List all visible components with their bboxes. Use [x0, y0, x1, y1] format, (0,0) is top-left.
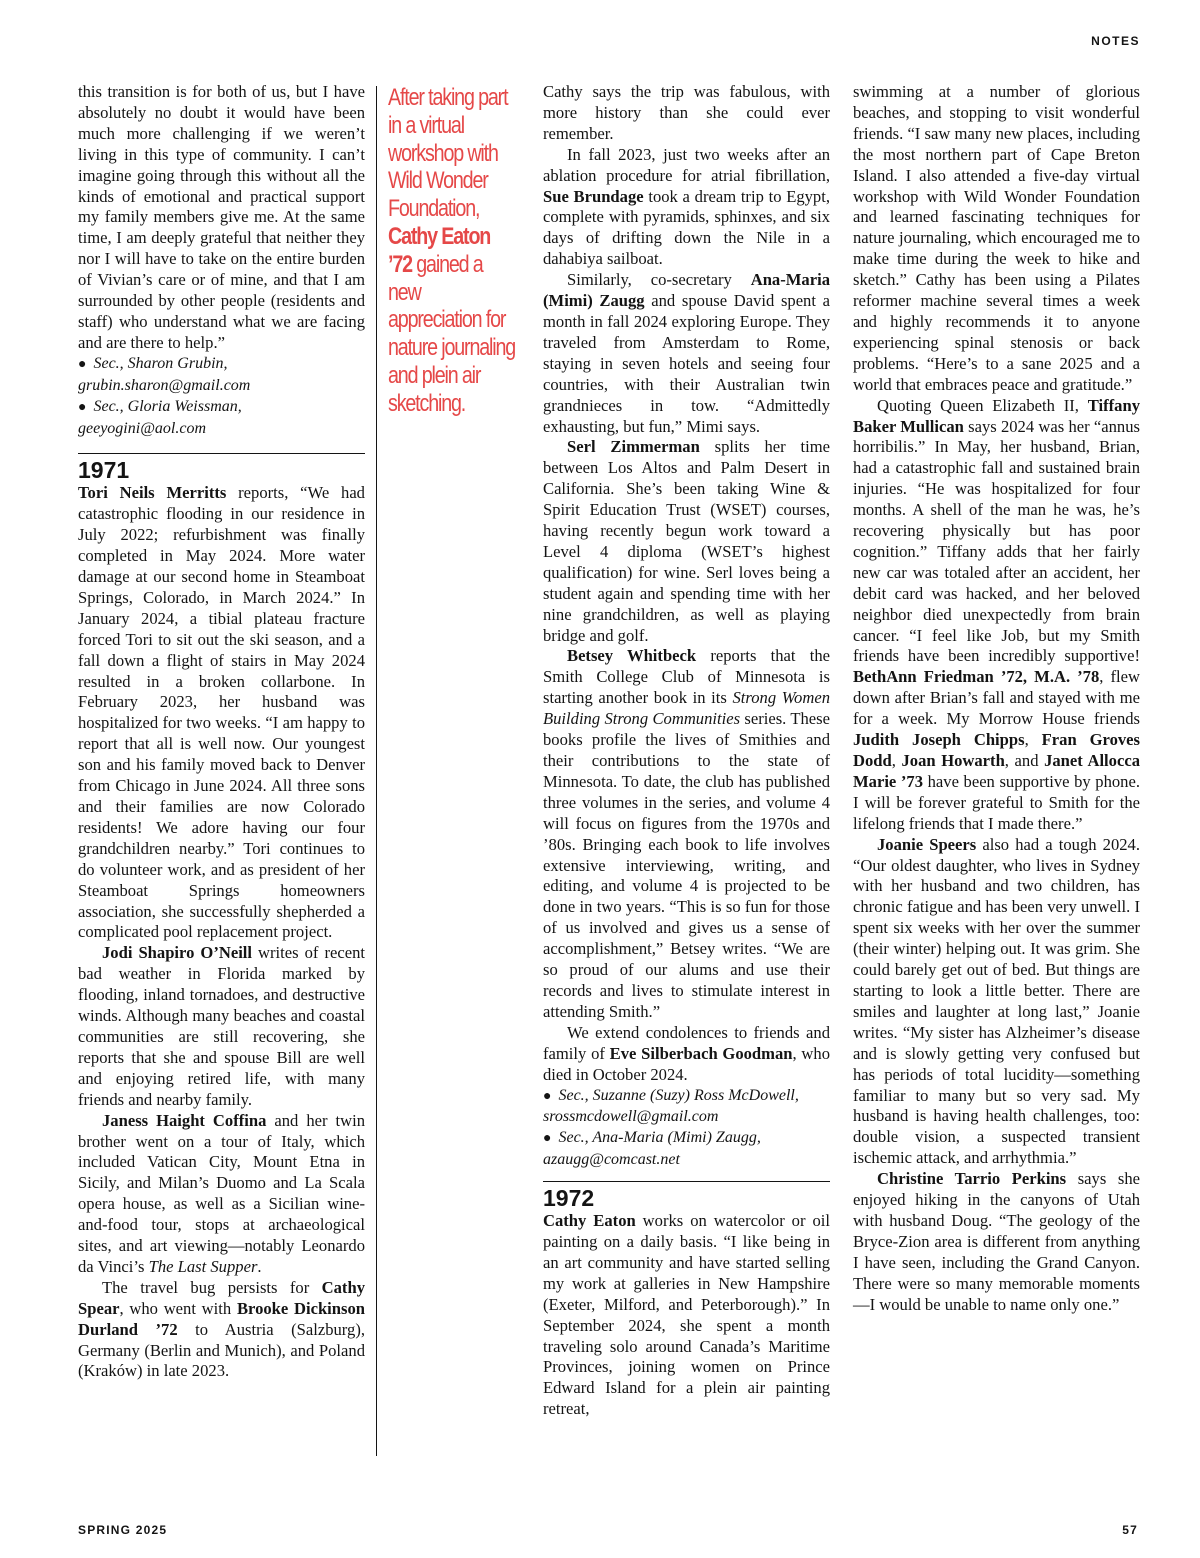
column-1: [78, 82, 365, 1382]
secretary-2: ● Sec., Ana-Maria (Mimi) Zaugg, azaugg@comcast.net: [543, 1129, 761, 1169]
bullet-icon: ●: [78, 399, 87, 415]
column-2: [543, 82, 830, 1420]
issue-label: SPRING 2025: [78, 1523, 168, 1537]
note-paragraph: The travel bug persists for Cathy Spear, who went with Brooke Dickinson Durland ’72 to Austria (Salzburg), Germany (Berlin and Munich), and Poland (Kraków) in late 2023.: [78, 1277, 366, 1381]
secretary-2-email: geeyogini@aol.com: [78, 419, 207, 437]
note-paragraph: Quoting Queen Elizabeth II, Tiffany Baker Mullican says 2024 was her “annus horribilis.” In May, her husband, Brian, had a catastrophic fall and sustained brain injuries. “He was hospitalized for four months. A shell of the man he was, he’s recovering physically but has poor cognition.” Tiffany adds that her fairly new car was totaled after an accident, her debit card was hacked, and her beloved neighbor died unexpectedly from brain cancer. “I feel like Job, but my Smith friends have been incredibly supportive! BethAnn Friedman ’72, M.A. ’78, flew down after Brian’s fall and stayed with me for a week. My Morrow House friends Judith Joseph Chipps, Fran Groves Dodd, Joan Howarth, and Janet Allocca Marie ’73 have been supportive by phone. I will be forever grateful to Smith for the lifelong friends that I made there.”: [853, 395, 1140, 833]
pull-quote: After taking part in a virtual workshop with Wild Wonder Foundation, Cathy Eaton ’72 gained a new appreciation for nature journaling and plein air sketching.: [388, 84, 516, 417]
continued-paragraph: swimming at a number of glorious beaches, and stopping to visit wonderful friends. “I saw many new places, including the most northern part of Cape Breton Island. I also attended a five-day virtual workshop with Wild Wonder Foundation and learned fascinating techniques for nature journaling, which encouraged me to make time during the week to hike and sketch.” Cathy has been using a Pilates reformer machine several times a week and highly recommends it to anyone experiencing spinal stenosis or back problems. “Here’s to a sane 2025 and a world that embraces peace and gratitude.”: [853, 82, 1140, 394]
secretary-2: ● Sec., Gloria Weissman,: [78, 397, 242, 415]
secretary-1-email: grubin.sharon@gmail.com: [78, 376, 251, 394]
column-3: [853, 82, 1140, 1315]
pull-quote-name: Cathy Eaton ’72: [388, 222, 491, 278]
continued-paragraph: Cathy says the trip was fabulous, with more history than she could ever remember.: [543, 82, 830, 143]
note-paragraph: Janess Haight Coffina and her twin brother went on a tour of Italy, which included Vatican City, Mount Etna in Sicily, and Milan’s Duomo and La Scala opera house, as well as a Sicilian wine-and-food tour, stops at archaeological sites, and art viewing—notably Leonardo da Vinci’s The Last Supper.: [78, 1110, 366, 1276]
note-paragraph: Betsey Whitbeck reports that the Smith College Club of Minnesota is starting another book in its Strong Women Building Strong Communities series. These books profile the lives of Smithies and their contributions to the state of Minnesota. To date, the club has published three volumes in the series, and volume 4 will focus on figures from the 1970s and ’80s. Bringing each book to life involves extensive interviewing, writing, and editing, and volume 4 is projected to be done in two years. “This is so fun for those of us involved and gives us a sense of accomplishment,” Betsey writes. “We are so proud of our alums and use their records and lives to stimulate interest in attending Smith.”: [543, 646, 831, 1021]
note-paragraph: Tori Neils Merritts reports, “We had catastrophic flooding in our residence in July 2022; refurbishment was finally completed in May 2024. More water damage at our second home in Steamboat Springs, Colorado, in March 2024.” In January 2024, a tibial plateau fracture forced Tori to sit out the ski season, and a fall down a flight of stairs in May 2024 resulted in a broken collarbone. In February 2023, her husband was hospitalized for two weeks. “I am happy to report that all is well now. Our youngest son and his family moved back to Denver from Chicago in June 2024. All three sons and their families are now Colorado residents! We adore having our four grandchildren nearby.” Tori continues to do volunteer work, and as president of her Steamboat Springs homeowners association, she successfully shepherded a complicated pool replacement project.: [78, 483, 365, 942]
note-paragraph: Cathy Eaton works on watercolor or oil painting on a daily basis. “I like being in an art community and have started selling my work at galleries in New Hampshire (Exeter, Milford, and Peterborough).” In September 2024, she spent a month traveling solo around Canada’s Maritime Provinces, joining women on Prince Edward Island for a plein air painting retreat,: [543, 1211, 830, 1419]
bullet-icon: ●: [78, 356, 87, 372]
pull-quote-rule: [376, 86, 377, 1456]
secretary-1: ● Sec., Suzanne (Suzy) Ross McDowell, srossmcdowell@gmail.com: [543, 1086, 799, 1126]
note-paragraph: Joanie Speers also had a tough 2024. “Our oldest daughter, who lives in Sydney with her husband and two children, has chronic fatigue and has been very unwell. I spent six weeks with her over the summer (their winter) helping out. It was grim. She could barely get out of bed. But things are starting to look a little better. There are smiles and laughter at long last,” Joanie writes. “My sister has Alzheimer’s disease and is slowly getting very confused but has periods of total lucidity—something familiar to many but so very sad. My husband is having health challenges, too: double vision, a suspected transient ischemic attack, and arrhythmia.”: [853, 834, 1140, 1168]
bullet-icon: ●: [543, 1131, 552, 1147]
page-number: 57: [1122, 1523, 1138, 1537]
section-header: NOTES: [1091, 34, 1140, 48]
class-year-heading: 1971: [78, 453, 365, 483]
note-paragraph: Serl Zimmerman splits her time between Los Altos and Palm Desert in California. She’s been taking Wine & Spirit Education Trust (WSET) courses, having recently begun work toward a Level 4 diploma (WSET’s highest qualification) for wine. Serl loves being a student again and spending time with her nine grandchildren, as well as playing bridge and golf.: [543, 437, 830, 645]
note-paragraph: Christine Tarrio Perkins says she enjoyed hiking in the canyons of Utah with husband Doug. “The geology of the Bryce-Zion area is different from anything I have seen, including the Grand Canyon. There were so many memorable moments—I would be unable to name only one.”: [853, 1169, 1140, 1314]
secretary-1: ● Sec., Sharon Grubin,: [78, 354, 228, 372]
continued-paragraph: this transition is for both of us, but I have absolutely no doubt it would have been much more challenging if we weren’t living in this type of community. I can’t imagine going through this without all the kinds of emotional and practical support my family members give me. At the same time, I am deeply grateful that neither they nor I will have to take on the entire burden of Vivian’s care or of mine, and that I am surrounded by other people (residents and staff) who understand what we are facing and are there to help.”: [78, 82, 365, 352]
note-paragraph: In fall 2023, just two weeks after an ablation procedure for atrial fibrillation, Sue Brundage took a dream trip to Egypt, complete with pyramids, sphinxes, and six days of drifting down the Nile in a dahabiya sailboat.: [543, 144, 830, 269]
note-paragraph: We extend condolences to friends and family of Eve Silberbach Goodman, who died in October 2024.: [543, 1022, 830, 1084]
note-paragraph: Similarly, co-secretary Ana-Maria (Mimi) Zaugg and spouse David spent a month in fall 2024 exploring Europe. They traveled from Amsterdam to Rome, staying in seven hotels and seeing four countries, with their Australian twin grandnieces in tow. “Admittedly exhausting, but fun,” Mimi says.: [543, 270, 830, 436]
note-paragraph: Jodi Shapiro O’Neill writes of recent bad weather in Florida marked by flooding, inland tornadoes, and destructive winds. Although many beaches and coastal communities are still recovering, she reports that she and spouse Bill are well and enjoying retired life, with many friends and nearby family.: [78, 943, 365, 1109]
class-year-heading: 1972: [543, 1181, 830, 1211]
bullet-icon: ●: [543, 1088, 552, 1104]
